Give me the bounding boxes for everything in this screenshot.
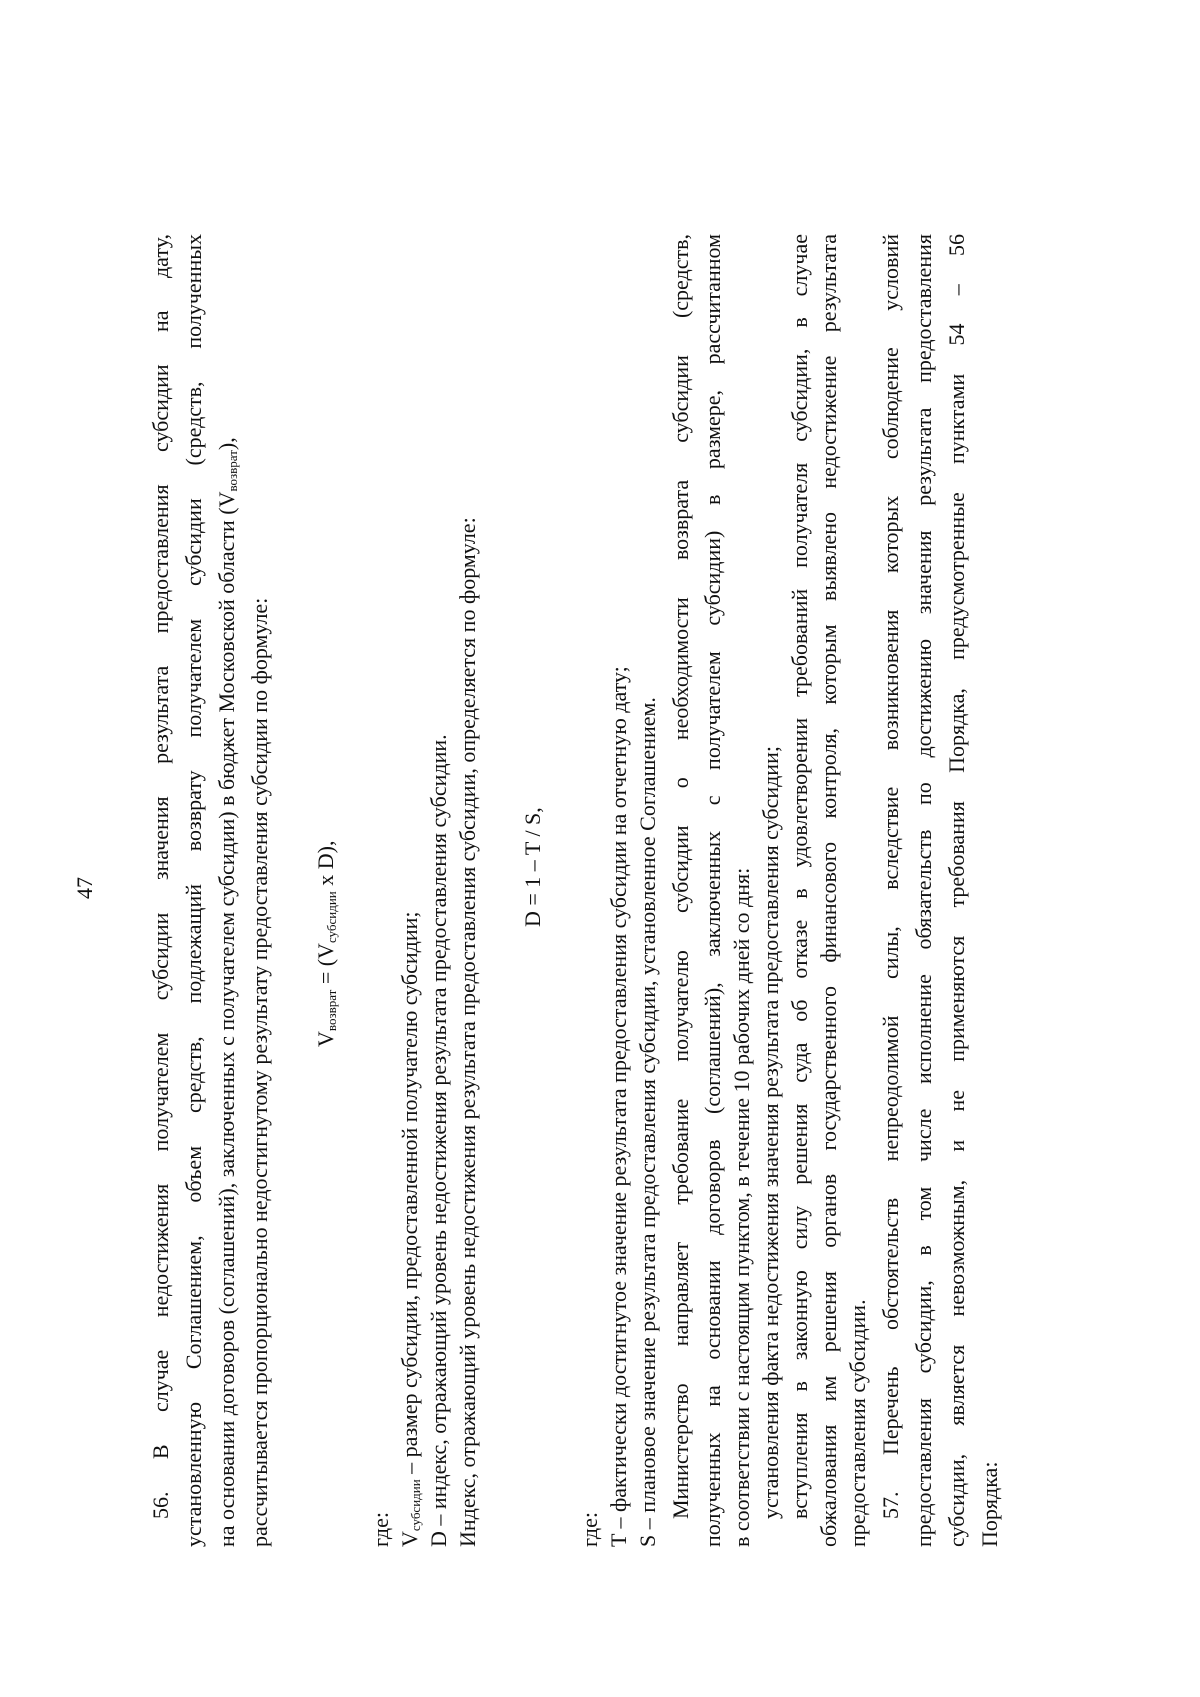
- p56-line-3-text: на основании договоров (соглашений), заключенных с получателем субсидии) в бюджет Московской области (V: [214, 491, 239, 1547]
- ministry-line-3: в соответствии с настоящим пунктом, в течение 10 рабочих дней со дня:: [729, 867, 754, 1547]
- ministry-line-1: Министерство направляет требование получателю субсидии о необходимости возврата субсидии (средств,: [668, 234, 693, 1519]
- p56-line-3-end: ),: [214, 437, 239, 451]
- v-return-subscript: возврат: [225, 450, 240, 492]
- ministry-line-4: установления факта недостижения значения результата предоставления субсидии;: [758, 746, 783, 1519]
- v-subsidy-symbol: V: [397, 1531, 422, 1547]
- p56-line-3: [214, 437, 246, 1547]
- formula-rest: x D),: [313, 840, 338, 892]
- ministry-line-2: полученных на основании договоров (соглашений), заключенных с получателем субсидии) в размере, рассчитанном: [700, 234, 725, 1547]
- p57-line-4: Порядка:: [977, 1461, 1002, 1547]
- formula-v-sub2: субсидии: [324, 891, 339, 944]
- p56-line-1: 56. В случае недостижения получателем субсидии значения результата предоставления субсидии на дату,: [148, 234, 173, 1519]
- p57-line-3: субсидии, является невозможным, и не применяются требования Порядка, предусмотренные пунктами 54 – 56: [944, 234, 969, 1547]
- p56-line-4: рассчитывается пропорционально недостигнутому результату предоставления субсидии по формуле:: [247, 597, 272, 1547]
- formula-v-return: [313, 841, 345, 1047]
- where-label-1: где:: [368, 1512, 393, 1547]
- v-subsidy-sub: субсидии: [408, 1479, 423, 1532]
- p57-line-1: 57. Перечень обстоятельств непреодолимой силы, вследствие возникновения которых соблюдение условий: [878, 234, 903, 1519]
- ministry-line-5: вступления в законную силу решения суда об отказе в удовлетворении требований получателя субсидии, в случае: [787, 234, 812, 1519]
- formula-eq: = (V: [313, 943, 338, 990]
- index-definition: Индекс, отражающий уровень недостижения результата предоставления субсидии, определяется по формуле:: [455, 517, 480, 1547]
- ministry-line-7: предоставления субсидии.: [845, 1299, 870, 1547]
- p56-line-2: установленную Соглашением, объем средств, подлежащий возврату получателем субсидии (средств, полученных: [181, 234, 206, 1547]
- formula-d: D = 1 – T / S,: [520, 807, 545, 927]
- s-definition: S – плановое значение результата предоставления субсидии, установленное Соглашением.: [635, 697, 660, 1547]
- formula-v: V: [313, 1031, 338, 1047]
- v-subsidy-text: – размер субсидии, предоставленной получателю субсидии;: [397, 911, 422, 1480]
- d-definition: D – индекс, отражающий уровень недостижения результата предоставления субсидии.: [426, 734, 451, 1547]
- formula-v-sub: возврат: [324, 989, 339, 1032]
- v-subsidy-definition: [397, 911, 429, 1547]
- page-number: 47: [72, 877, 97, 899]
- p57-line-2: предоставления субсидии, в том числе исполнение обязательств по достижению значения результата предоставления: [911, 234, 936, 1547]
- t-definition: T – фактически достигнутое значение результата предоставления субсидии на отчетную дату;: [606, 666, 631, 1547]
- where-label-2: где:: [577, 1512, 602, 1547]
- ministry-line-6: обжалования им решения органов государственного финансового контроля, которым выявлено недостижение результата: [816, 234, 841, 1547]
